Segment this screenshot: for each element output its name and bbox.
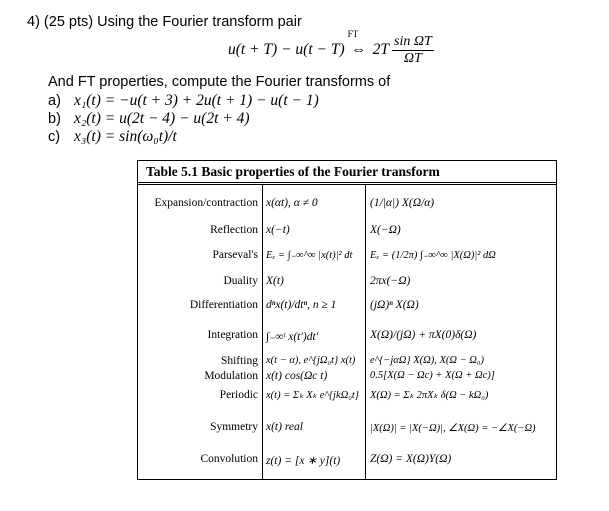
table-row-property: Duality	[223, 275, 258, 287]
table-row-property: Parseval's	[212, 249, 258, 261]
table-row-property: Modulation	[204, 370, 258, 382]
table-row-transform: (jΩ)ⁿ X(Ω)	[370, 299, 419, 311]
table-row-signal: Eₓ = ∫₋∞^∞ |x(t)|² dt	[266, 250, 353, 261]
part-b-expr: x₂(t) = u(2t − 4) − u(2t + 4)	[74, 110, 250, 127]
ft-arrow	[347, 29, 367, 59]
table-row-signal: ∫₋∞ᵗ x(t′)dt′	[266, 331, 319, 343]
column-divider-1	[262, 185, 263, 479]
instruction-text: And FT properties, compute the Fourier transforms of	[48, 74, 391, 90]
table-row-property: Shifting	[220, 355, 258, 367]
pair-denominator: ΩT	[403, 50, 422, 66]
table-title: Table 5.1 Basic properties of the Fourier transform	[146, 164, 440, 179]
table-row-property: Periodic	[219, 389, 258, 401]
table-row-signal: dⁿx(t)/dtⁿ, n ≥ 1	[266, 299, 337, 311]
table-row-signal: x(t − α), e^{jΩ₀t} x(t)	[266, 355, 356, 366]
ft-arrow-label: FT	[347, 29, 359, 39]
table-row-signal: x(t) = Σₖ Xₖ e^{jkΩ₀t}	[266, 390, 359, 401]
table-row-property: Integration	[207, 329, 258, 341]
property-column	[138, 161, 258, 479]
table-row-transform: 2πx(−Ω)	[370, 275, 411, 287]
table-row-signal: X(t)	[266, 275, 284, 287]
table-row-transform: e^{−jαΩ} X(Ω), X(Ω − Ω₀)	[370, 355, 485, 366]
pair-coefficient: 2T	[372, 41, 390, 58]
part-c-label: c)	[48, 129, 61, 145]
table-row-signal: x(t) real	[266, 421, 303, 433]
table-row-transform: X(−Ω)	[370, 224, 401, 236]
table-row-transform: |X(Ω)| = |X(−Ω)|, ∠X(Ω) = −∠X(−Ω)	[370, 423, 536, 434]
table-row-signal: z(t) = [x ∗ y](t)	[266, 455, 341, 467]
table-row-transform: Eₓ = (1/2π) ∫₋∞^∞ |X(Ω)|² dΩ	[370, 250, 496, 261]
column-divider-2	[365, 185, 366, 479]
table-row-property: Differentiation	[189, 299, 258, 311]
table-row-signal: x(−t)	[266, 224, 290, 236]
pair-lhs: u(t + T) − u(t − T)	[228, 41, 345, 58]
table-row-property: Expansion/contraction	[154, 197, 258, 209]
table-row-transform: (1/|α|) X(Ω/α)	[370, 197, 435, 209]
table-row-signal: x(αt), α ≠ 0	[266, 197, 318, 209]
table-row-transform: X(Ω)/(jΩ) + πX(0)δ(Ω)	[370, 329, 477, 341]
part-c-expr: x₃(t) = sin(ω₀t)/t	[74, 128, 177, 145]
table-row-property: Convolution	[200, 453, 258, 465]
part-a-label: a)	[48, 93, 61, 109]
table-row-transform: X(Ω) = Σₖ 2πXₖ δ(Ω − kΩ₀)	[370, 390, 489, 401]
problem-header: 4) (25 pts) Using the Fourier transform pair	[27, 14, 302, 30]
fourier-properties-table	[137, 160, 557, 480]
part-b	[48, 110, 250, 128]
table-row-signal: x(t) cos(Ωc t)	[266, 370, 328, 382]
table-row-property: Reflection	[210, 224, 258, 236]
part-b-label: b)	[48, 111, 61, 127]
pair-fraction	[392, 34, 434, 67]
double-arrow-icon: ⇔	[351, 41, 367, 58]
table-row-transform: Z(Ω) = X(Ω)Y(Ω)	[370, 453, 452, 465]
table-row-property: Symmetry	[210, 421, 258, 433]
pair-numerator: sin ΩT	[394, 33, 432, 49]
fourier-pair	[228, 30, 434, 70]
part-a	[48, 92, 319, 110]
part-a-expr: x₁(t) = −u(t + 3) + 2u(t + 1) − u(t − 1)	[74, 92, 319, 109]
table-row-transform: 0.5[X(Ω − Ωc) + X(Ω + Ωc)]	[370, 370, 495, 381]
part-c	[48, 128, 177, 146]
